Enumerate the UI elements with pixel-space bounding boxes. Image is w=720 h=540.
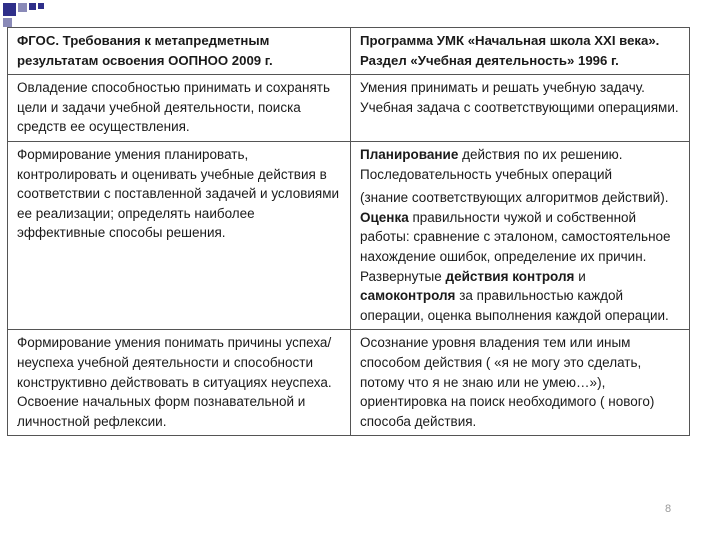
header-cell-left (8, 28, 351, 75)
bold-term-assessment: Оценка (360, 209, 409, 225)
row-cell-left: Формирование умения понимать причины успеха/неуспеха учебной деятельности и способности конструктивно действовать в ситуациях неуспеха. Освоение начальных форм познавательной и личностной рефлексии. (8, 330, 351, 436)
row-cell-left: Овладение способностью принимать и сохранять цели и задачи учебной деятельности, поиска средств ее осуществления. (8, 75, 351, 142)
deco-square (3, 18, 12, 27)
deco-square (29, 3, 36, 10)
row-cell-left: Формирование умения планировать, контролировать и оценивать учебные действия в соответствии с поставленной задачей и условиями ее реализации; определять наиболее эффективные способы решения. (8, 141, 351, 329)
assessment-post: правильности чужой и собственной работы: сравнение с эталоном, самостоятельное нахождение ошибок, определение их причин. Развернутые (360, 209, 671, 284)
page-number: 8 (665, 503, 672, 515)
row-cell-right (351, 141, 690, 329)
sequence-line: Последовательность учебных операций (360, 166, 613, 182)
header-right-subtitle: Раздел «Учебная деятельность» 1996 г. (360, 52, 619, 68)
table-row (8, 75, 690, 142)
control-mid: и (574, 268, 586, 284)
header-left-title: ФГОС. Требования к метапредметным результатам освоения ООПНОО 2009 г. (17, 33, 273, 68)
table-row (8, 141, 690, 329)
assessment-paragraph (360, 188, 681, 325)
planning-line (360, 147, 623, 162)
row-cell-right: Осознание уровня владения тем или иным способом действия ( «я не могу это сделать, потому что я не знаю или не умею…»), ориентировка на поиск необходимого ( нового) способа действия. (351, 330, 690, 436)
planning-rest: действия по их решению. (458, 146, 623, 162)
control-post: за правильностью каждой операции, оценка выполнения каждой операции. (360, 288, 669, 323)
table-header-row (8, 28, 690, 75)
deco-square (18, 3, 27, 12)
bold-term-planning: Планирование (360, 146, 459, 162)
deco-square (3, 3, 16, 16)
bold-term-selfcontrol: самоконтроля (360, 288, 456, 304)
row-cell-right: Умения принимать и решать учебную задачу. Учебная задача с соответствующими операциями. (351, 75, 690, 142)
bold-term-control: действия контроля (445, 268, 575, 284)
header-right-title: Программа УМК «Начальная школа XXI века». (360, 33, 660, 48)
comparison-table (7, 27, 690, 436)
header-cell-right (351, 28, 690, 75)
assessment-pre: (знание соответствующих алгоритмов действий). (360, 190, 669, 206)
deco-square (38, 3, 44, 9)
table-row (8, 330, 690, 436)
